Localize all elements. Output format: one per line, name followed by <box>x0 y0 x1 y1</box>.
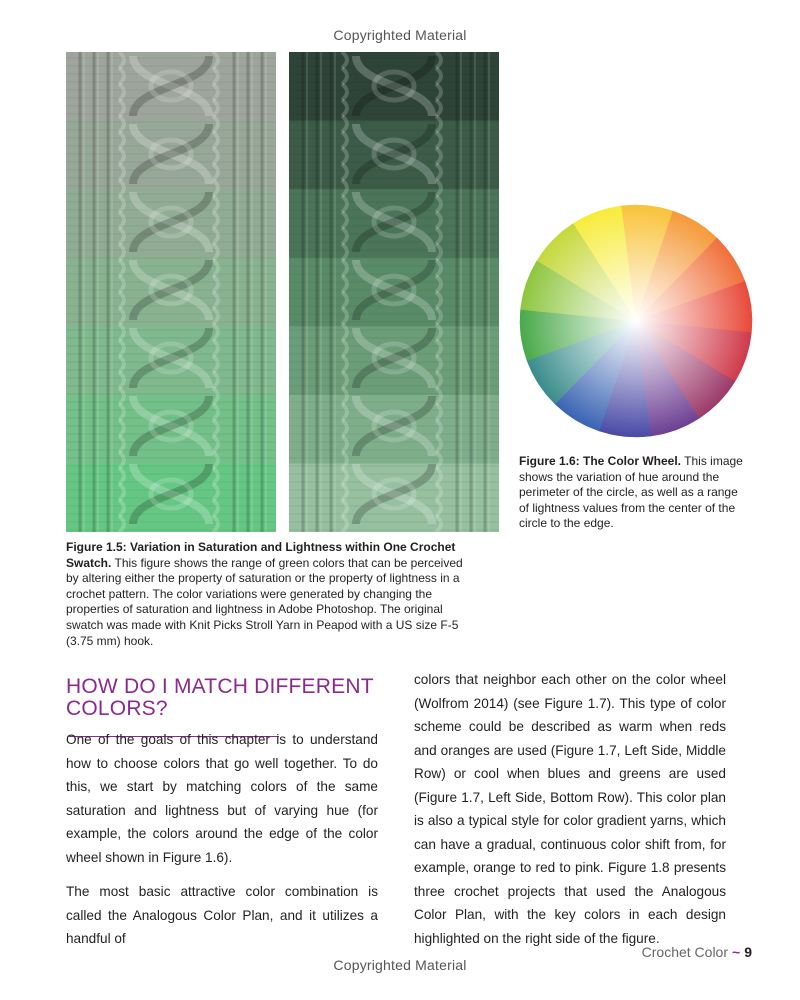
saturation-swatch-image <box>66 52 276 532</box>
page-number: 9 <box>744 944 752 960</box>
body-column-left <box>66 728 378 962</box>
wheel-lightness-overlay <box>520 205 752 437</box>
paragraph: One of the goals of this chapter is to understand how to choose colors that go well together. To do this, we start by matching colors of the same saturation and lightness but of varying hue (for example, the colors around the edge of the color wheel shown in Figure 1.6). <box>66 732 378 865</box>
lightness-swatch-image <box>289 52 499 532</box>
figure-1-5-text: This figure shows the range of green colors that can be perceived by altering either the property of saturation or the property of lightness in a crochet pattern. The color variations were generated by changing the properties of saturation and lightness in Adobe Photoshop. The original swatch was made with Knit Picks Stroll Yarn in Peapod with a US size F-5 (3.75 mm) hook. <box>66 555 463 648</box>
footer-separator: ~ <box>732 944 741 960</box>
section-heading-text: HOW DO I MATCH DIFFERENT COLORS? <box>66 675 374 720</box>
copyright-bottom: Copyrighted Material <box>333 957 467 973</box>
figure-1-6-caption <box>519 454 744 532</box>
figure-1-6-text: This image shows the variation of hue around the perimeter of the circle, as well as a range of lightness values from the center of the circle to the edge. <box>519 454 743 531</box>
paragraph: The most basic attractive color combination is called the Analogous Color Plan, and it utilizes a handful of <box>66 884 378 946</box>
figure-1-5-caption <box>66 540 476 649</box>
figure-1-6-title: Figure 1.6: The Color Wheel. <box>519 454 682 468</box>
book-title: Crochet Color <box>641 944 729 960</box>
body-column-right <box>414 668 729 961</box>
copyright-top: Copyrighted Material <box>333 27 467 43</box>
saturation-swatch-graphic <box>66 52 276 532</box>
paragraph: colors that neighbor each other on the color wheel (Wolfrom 2014) (see Figure 1.7). This type of color scheme could be described as warm when reds and oranges are used (Figure 1.7, Left Side, Middle Row) or cool when blues and greens are used (Figure 1.7, Left Side, Bottom Row). This color plan is also a typical style for color gradient yarns, which can have a gradual, continuous color shift from, for example, orange to red to pink. Figure 1.8 presents three crochet projects that used the Analogous Color Plan, with the key colors in each design highlighted on the right side of the figure. <box>414 672 726 946</box>
figure-1-5-title: Figure 1.5: Variation in Saturation and Lightness within One Crochet Swatch. <box>66 540 456 570</box>
lightness-swatch-graphic <box>289 52 499 532</box>
color-wheel-image <box>519 204 753 438</box>
